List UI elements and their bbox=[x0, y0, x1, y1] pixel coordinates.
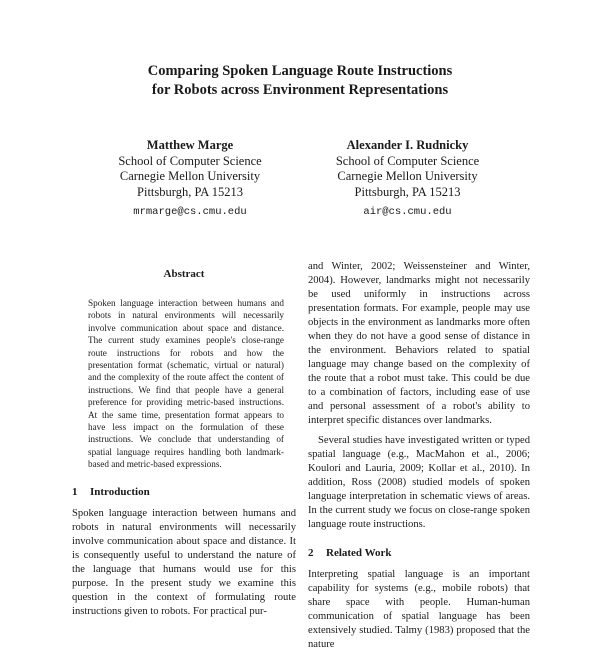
title-line-2: for Robots across Environment Representations bbox=[151, 82, 449, 98]
paper-title bbox=[0, 62, 600, 100]
author-email: air@cs.cmu.edu bbox=[363, 206, 452, 218]
title-line-1: Comparing Spoken Language Route Instructions bbox=[147, 63, 453, 79]
author-email: mrmarge@cs.cmu.edu bbox=[133, 206, 247, 218]
author-name: Matthew Marge bbox=[146, 138, 234, 152]
left-column bbox=[72, 260, 296, 619]
section-title: Introduction bbox=[90, 485, 150, 498]
author-city: Pittsburgh, PA 15213 bbox=[354, 184, 461, 199]
author-city: Pittsburgh, PA 15213 bbox=[137, 184, 243, 199]
body-paragraph-2: Several studies have investigated written or typed spatial language (e.g., MacMahon et al., 2006; Koulori and Lauria, 2009; Kollar et al., 2010). In addition, Ross (2008) studied models of spoken language interpretation in schematic views of areas. In the current study we focus on close-range spoken language route instructions. bbox=[308, 435, 530, 530]
author-block-2 bbox=[300, 138, 515, 221]
introduction-paragraph: Spoken language interaction between humans and robots in natural environments will necessarily involve communication about space and distance. It is consequently useful to understand the nature of the language that humans would use for this purpose. In the present study we examine this question in the context of formulating route instructions given to robots. For practical pur- bbox=[72, 507, 296, 617]
author-department: School of Computer Science bbox=[335, 153, 480, 168]
section-number: 1 bbox=[72, 485, 78, 498]
body-paragraph-1: and Winter, 2002; Weissensteiner and Winter, 2004). However, landmarks might not necessarily be used uniformly in instructions across presentation formats. For example, people may use objects in the environment as landmarks more often when they do not have a good sense of distance in the environment. Behaviors related to spatial language may change based on the complexity of the route that a robot must take. This could be due to a combination of factors, including ease of use and personal assessment of a robot's ability to interpret specific distances over landmarks. bbox=[308, 261, 530, 426]
author-department: School of Computer Science bbox=[118, 153, 262, 168]
author-block-1 bbox=[90, 138, 290, 221]
author-name: Alexander I. Rudnicky bbox=[346, 138, 469, 152]
abstract-text: Spoken language interaction between humans and robots in natural environments will necessarily involve communication about space and distance. The current study examines people's close-range route instructions for robots and how the presentation format (schematic, virtual or natural) and the complexity of the route affect the content of instructions. We find that people have a general preference for providing metric-based instructions. At the same time, presentation format appears to have less impact on the formulation of these instructions. We conclude that understanding of spatial language requires handling both landmark-based and metric-based expressions. bbox=[88, 298, 284, 470]
section-title: Related Work bbox=[326, 547, 392, 559]
author-university: Carnegie Mellon University bbox=[337, 169, 478, 183]
related-work-paragraph: Interpreting spatial language is an important capability for systems (e.g., mobile robots) that share space with people. Human-human communication of spatial language has been extensively studied. Talmy (1983) proposed that the nature bbox=[308, 569, 530, 650]
right-column bbox=[308, 260, 530, 652]
author-university: Carnegie Mellon University bbox=[119, 169, 261, 183]
section-heading-related-work bbox=[308, 546, 530, 560]
section-number: 2 bbox=[308, 547, 314, 559]
section-heading-introduction bbox=[72, 485, 296, 499]
abstract-heading: Abstract bbox=[163, 268, 205, 280]
